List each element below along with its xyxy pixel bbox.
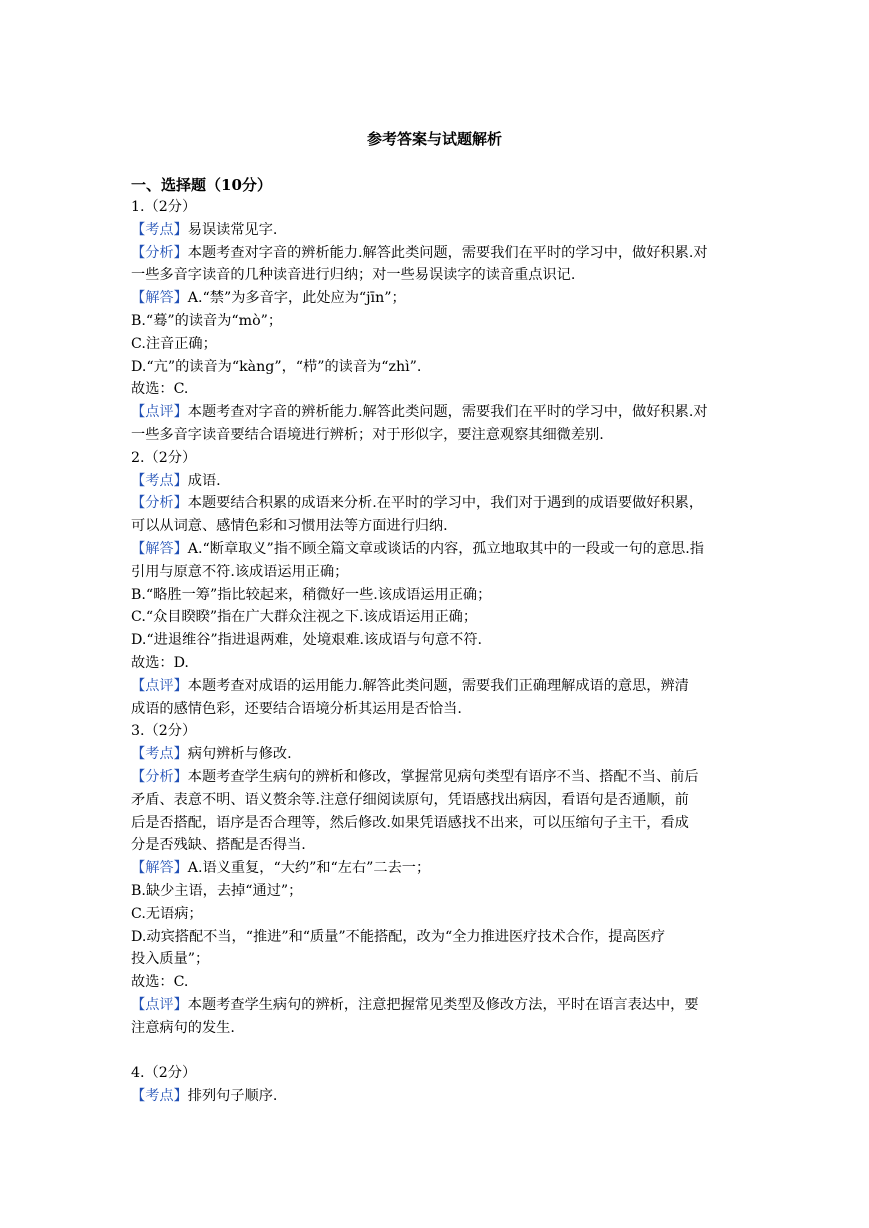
text-line: [131, 219, 751, 242]
section-tag: 【考点】: [131, 1088, 188, 1105]
line-text: 故选：D.: [131, 654, 189, 671]
text-line: [131, 675, 751, 698]
line-text: A.“断章取义”指不顾全篇文章或谈话的内容，孤立地取其中的一段或一句的意思.指: [187, 540, 704, 557]
line-text: 本题考查对成语的运用能力.解答此类问题，需要我们正确理解成语的意思，辨清: [187, 677, 689, 694]
line-text: 本题考查学生病句的辨析，注意把握常见类型及修改方法，平时在语言表达中，要: [187, 996, 699, 1013]
line-text: A.语义重复，“大约”和“左右”二去一；: [187, 860, 431, 877]
text-line: [131, 1062, 751, 1085]
text-line: [131, 698, 751, 721]
text-line: [131, 401, 751, 424]
text-line: [131, 926, 751, 949]
section-tag: 【解答】: [131, 540, 188, 557]
text-line: [131, 766, 751, 789]
section-tag: 【分析】: [131, 495, 188, 512]
section-tag: 【分析】: [131, 244, 188, 261]
line-text: 后是否搭配，语序是否合理等，然后修改.如果凭语感找不出来，可以压缩句子主干，看成: [131, 814, 689, 831]
line-text: C.注音正确；: [131, 335, 217, 352]
section-tag: 【考点】: [131, 221, 188, 238]
line-text: 病句辨析与修改.: [187, 746, 292, 763]
text-line: [131, 561, 751, 584]
text-line: [131, 196, 751, 219]
section-tag: 【解答】: [131, 290, 188, 307]
text-line: [131, 857, 751, 880]
section-tag: 【点评】: [131, 677, 188, 694]
text-line: [131, 424, 751, 447]
text-line: [131, 242, 751, 265]
text-line: [131, 584, 751, 607]
line-text: 故选：C.: [131, 381, 189, 398]
line-text: 引用与原意不符.该成语运用正确；: [131, 563, 349, 580]
section-tag: 【分析】: [131, 768, 188, 785]
line-text: 成语.: [187, 472, 221, 489]
section-tag: 【考点】: [131, 472, 188, 489]
text-line: [131, 492, 751, 515]
line-text: B.“略胜一筹”指比较起来，稍微好一些.该成语运用正确；: [131, 586, 492, 603]
line-text: 2.（2分）: [131, 449, 197, 466]
text-line: [131, 333, 751, 356]
line-text: 成语的感情色彩，还要结合语境分析其运用是否恰当.: [131, 700, 462, 717]
text-line: [131, 310, 751, 333]
section-tag: 【考点】: [131, 746, 188, 763]
line-text: 4.（2分）: [131, 1065, 197, 1082]
text-line: [131, 606, 751, 629]
text-line: [131, 264, 751, 287]
line-text: 易误读常见字.: [187, 221, 278, 238]
line-text: 一些多音字读音要结合语境进行辨析；对于形似字，要注意观察其细微差别.: [131, 426, 604, 443]
text-line: [131, 971, 751, 994]
line-text: 分是否残缺、搭配是否得当.: [131, 837, 306, 854]
page-title: 参考答案与试题解析: [366, 130, 502, 148]
line-text: 3.（2分）: [131, 723, 197, 740]
line-text: 投入质量”；: [131, 951, 210, 968]
text-line: [131, 1085, 751, 1108]
text-line: [131, 515, 751, 538]
line-text: 可以从词意、感情色彩和习惯用法等方面进行归纳.: [131, 518, 448, 535]
text-line: [131, 834, 751, 857]
text-line: [131, 1017, 751, 1040]
text-line: [131, 470, 751, 493]
line-text: 本题要结合积累的成语来分析.在平时的学习中，我们对于遇到的成语要做好积累，: [187, 495, 704, 512]
text-line: [131, 903, 751, 926]
text-line: [131, 356, 751, 379]
line-text: 一些多音字读音的几种读音进行归纳；对一些易误读字的读音重点识记.: [131, 267, 576, 284]
line-text: 本题考查对字音的辨析能力.解答此类问题，需要我们在平时的学习中，做好积累.对: [187, 404, 708, 421]
text-line: [131, 812, 751, 835]
line-text: 矛盾、表意不明、语义赘余等.注意仔细阅读原句，凭语感找出病因，看语句是否通顺，前: [131, 791, 689, 808]
text-line: [131, 720, 751, 743]
line-text: D.“进退维谷”指进退两难，处境艰难.该成语与句意不符.: [131, 632, 483, 649]
text-line: [131, 287, 751, 310]
line-text: 本题考查学生病句的辨析和修改，掌握常见病句类型有语序不当、搭配不当、前后: [187, 768, 699, 785]
line-text: C.无语病；: [131, 905, 203, 922]
line-text: B.“蓦”的读音为“mò”；: [131, 312, 283, 329]
line-text: C.“众目睽睽”指在广大群众注视之下.该成语运用正确；: [131, 609, 478, 626]
text-line: [131, 994, 751, 1017]
line-text: 排列句子顺序.: [187, 1088, 278, 1105]
text-line: [131, 447, 751, 470]
section-heading: 一、选择题（10分）: [131, 176, 272, 194]
text-line: [131, 629, 751, 652]
text-line: [131, 743, 751, 766]
line-text: 本题考查对字音的辨析能力.解答此类问题，需要我们在平时的学习中，做好积累.对: [187, 244, 708, 261]
text-line: [131, 789, 751, 812]
text-line: [131, 880, 751, 903]
line-text: D.“亢”的读音为“kàng”，“栉”的读音为“zhì”.: [131, 358, 422, 375]
answer-body: [131, 196, 751, 1108]
line-text: 1.（2分）: [131, 199, 197, 215]
line-text: 故选：C.: [131, 974, 189, 991]
line-text: D.动宾搭配不当，“推进”和“质量”不能搭配，改为“全力推进医疗技术合作，提高医疗: [131, 928, 666, 945]
line-text: 注意病句的发生.: [131, 1019, 235, 1036]
section-tag: 【解答】: [131, 860, 188, 877]
line-text: B.缺少主语，去掉“通过”；: [131, 882, 303, 899]
text-line: [131, 652, 751, 675]
text-line: [131, 1039, 751, 1062]
text-line: [131, 948, 751, 971]
section-tag: 【点评】: [131, 404, 188, 421]
line-text: A.“禁”为多音字，此处应为“jīn”；: [187, 290, 406, 307]
text-line: [131, 378, 751, 401]
text-line: [131, 538, 751, 561]
section-tag: 【点评】: [131, 996, 188, 1013]
